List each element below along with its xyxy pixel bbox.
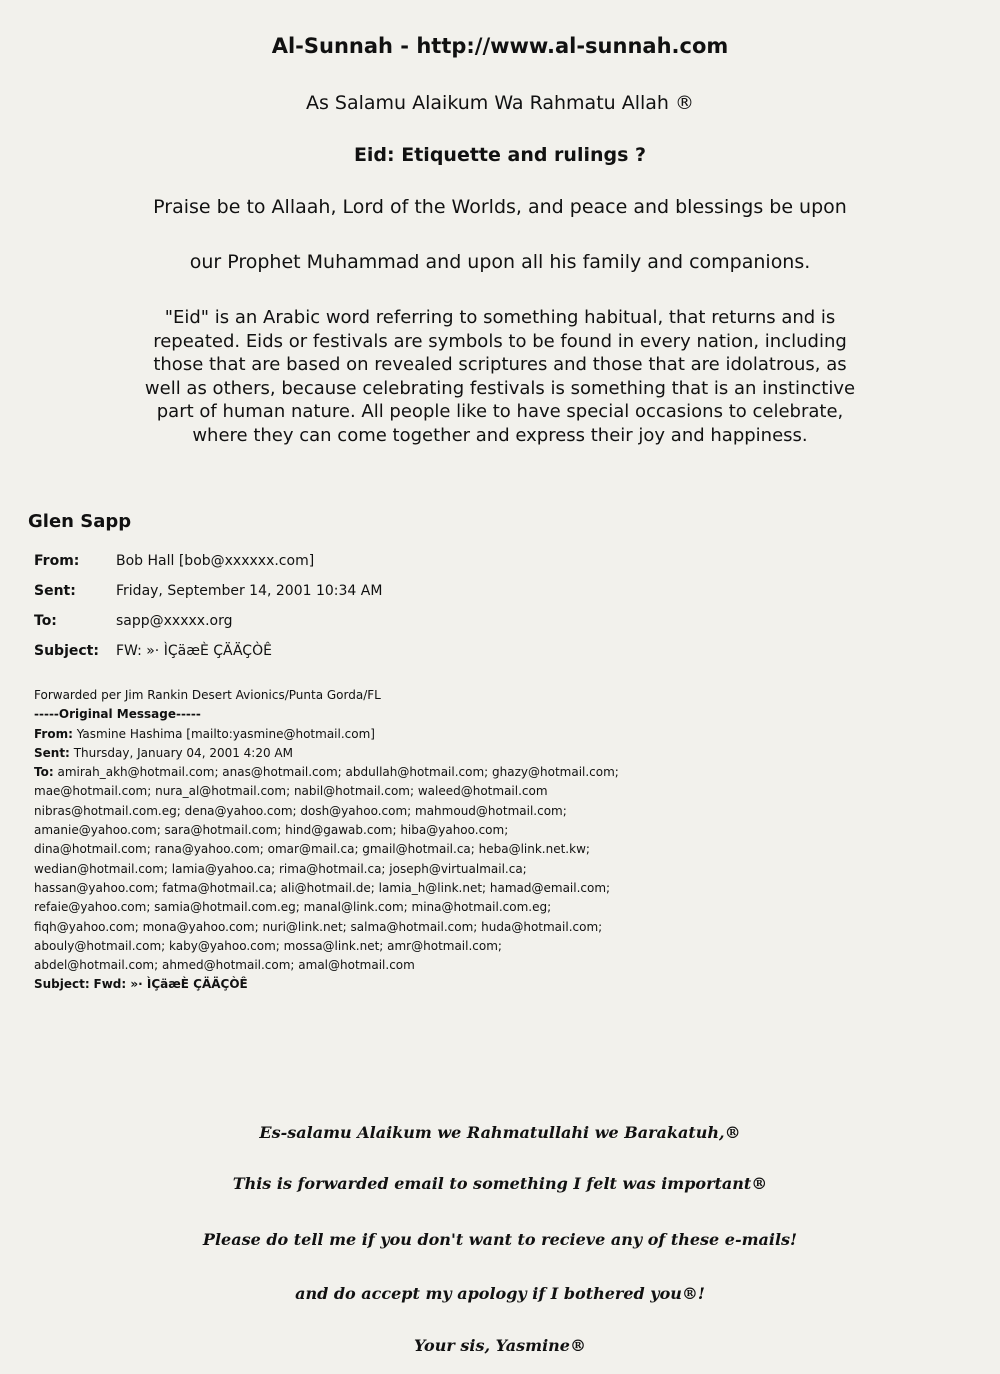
subject-label: Subject: [34,643,99,659]
from-value: Bob Hall [bob@xxxxxx.com] [116,553,315,569]
recipients-line: amanie@yahoo.com; sara@hotmail.com; hind@gawab.com; hiba@yahoo.com; [34,823,509,838]
fwd-sent-label: Sent: [34,745,70,760]
paragraph-line: those that are based on revealed scriptures and those that are idolatrous, as [153,354,847,375]
recipients-line: nibras@hotmail.com.eg; dena@yahoo.com; dosh@yahoo.com; mahmoud@hotmail.com; [34,803,567,818]
salam-greeting: As Salamu Alaikum Wa Rahmatu Allah ® [305,92,695,114]
fwd-from-label: From: [34,726,73,741]
email-to-row [34,606,382,636]
to-label: To: [34,613,57,629]
email-sender-name: Glen Sapp [28,511,132,532]
sent-label: Sent: [34,583,76,599]
to-value: sapp@xxxxx.org [116,613,233,629]
from-label: From: [34,553,80,569]
email-header-block [34,546,382,666]
recipients-line: dina@hotmail.com; rana@yahoo.com; omar@mail.ca; gmail@hotmail.ca; heba@link.net.kw; [34,842,590,857]
eid-paragraph [30,306,970,447]
paragraph-line: where they can come together and express their joy and happiness. [192,424,808,446]
fwd-subject-value: Fwd: »· ÌÇäæÈ ÇÄÄÇÒÊ [93,977,248,992]
paragraph-line: "Eid" is an Arabic word referring to something habitual, that returns and is [164,307,836,328]
recipients-text: amirah_akh@hotmail.com; anas@hotmail.com; abdullah@hotmail.com; ghazy@hotmail.com; [57,765,619,780]
recipients-line [34,763,964,782]
recipients-line: hassan@yahoo.com; fatma@hotmail.ca; ali@hotmail.de; lamia_h@link.net; hamad@email.com; [34,880,611,895]
article-title: Eid: Etiquette and rulings ? [353,144,647,166]
site-header: Al-Sunnah - http://www.al-sunnah.com [271,34,729,58]
fwd-from-value: Yasmine Hashima [mailto:yasmine@hotmail.com] [76,726,375,741]
forwarded-subject-row [34,975,964,994]
fwd-to-label: To: [34,765,54,780]
subject-value: FW: »· ÌÇäæÈ ÇÄÄÇÒÊ [116,643,272,659]
forwarded-from-row [34,725,964,744]
closing-greeting: Es-salamu Alaikum we Rahmatullahi we Barakatuh,® [259,1123,741,1142]
recipients-line: abouly@hotmail.com; kaby@yahoo.com; mossa@link.net; amr@hotmail.com; [34,938,502,953]
sent-value: Friday, September 14, 2001 10:34 AM [116,583,383,599]
forwarded-sent-row [34,744,964,763]
forwarded-note: Forwarded per Jim Rankin Desert Avionics/Punta Gorda/FL [34,688,381,702]
email-subject-row [34,636,382,666]
paragraph-line: well as others, because celebrating festivals is something that is an instinctive [144,377,856,399]
original-message-marker: -----Original Message----- [34,707,201,722]
email-sent-row [34,576,382,606]
paragraph-line: repeated. Eids or festivals are symbols to be found in every nation, including [153,330,847,352]
email-from-row [34,546,382,576]
recipients-line: refaie@yahoo.com; samia@hotmail.com.eg; manal@link.com; mina@hotmail.com.eg; [34,900,552,915]
recipients-line: fiqh@yahoo.com; mona@yahoo.com; nuri@link.net; salma@hotmail.com; huda@hotmail.com; [34,919,603,934]
closing-forward-note: This is forwarded email to something I felt was important® [232,1174,768,1193]
praise-line-2: our Prophet Muhammad and upon all his family and companions. [189,251,811,273]
praise-line-1: Praise be to Allaah, Lord of the Worlds, and peace and blessings be upon [153,196,847,218]
paragraph-line: part of human nature. All people like to have special occasions to celebrate, [156,401,844,422]
recipients-line: mae@hotmail.com; nura_al@hotmail.com; nabil@hotmail.com; waleed@hotmail.com [34,784,548,799]
fwd-sent-value: Thursday, January 04, 2001 4:20 AM [73,745,293,760]
recipients-line: abdel@hotmail.com; ahmed@hotmail.com; amal@hotmail.com [34,958,415,973]
forwarded-message-block [34,686,964,995]
recipients-line: wedian@hotmail.com; lamia@yahoo.ca; rima@hotmail.ca; joseph@virtualmail.ca; [34,861,527,876]
closing-signature: Your sis, Yasmine® [414,1336,586,1355]
closing-apology: and do accept my apology if I bothered you®! [295,1284,705,1303]
fwd-subject-label: Subject: [34,977,90,992]
closing-unsubscribe-request: Please do tell me if you don't want to recieve any of these e-mails! [202,1230,798,1249]
